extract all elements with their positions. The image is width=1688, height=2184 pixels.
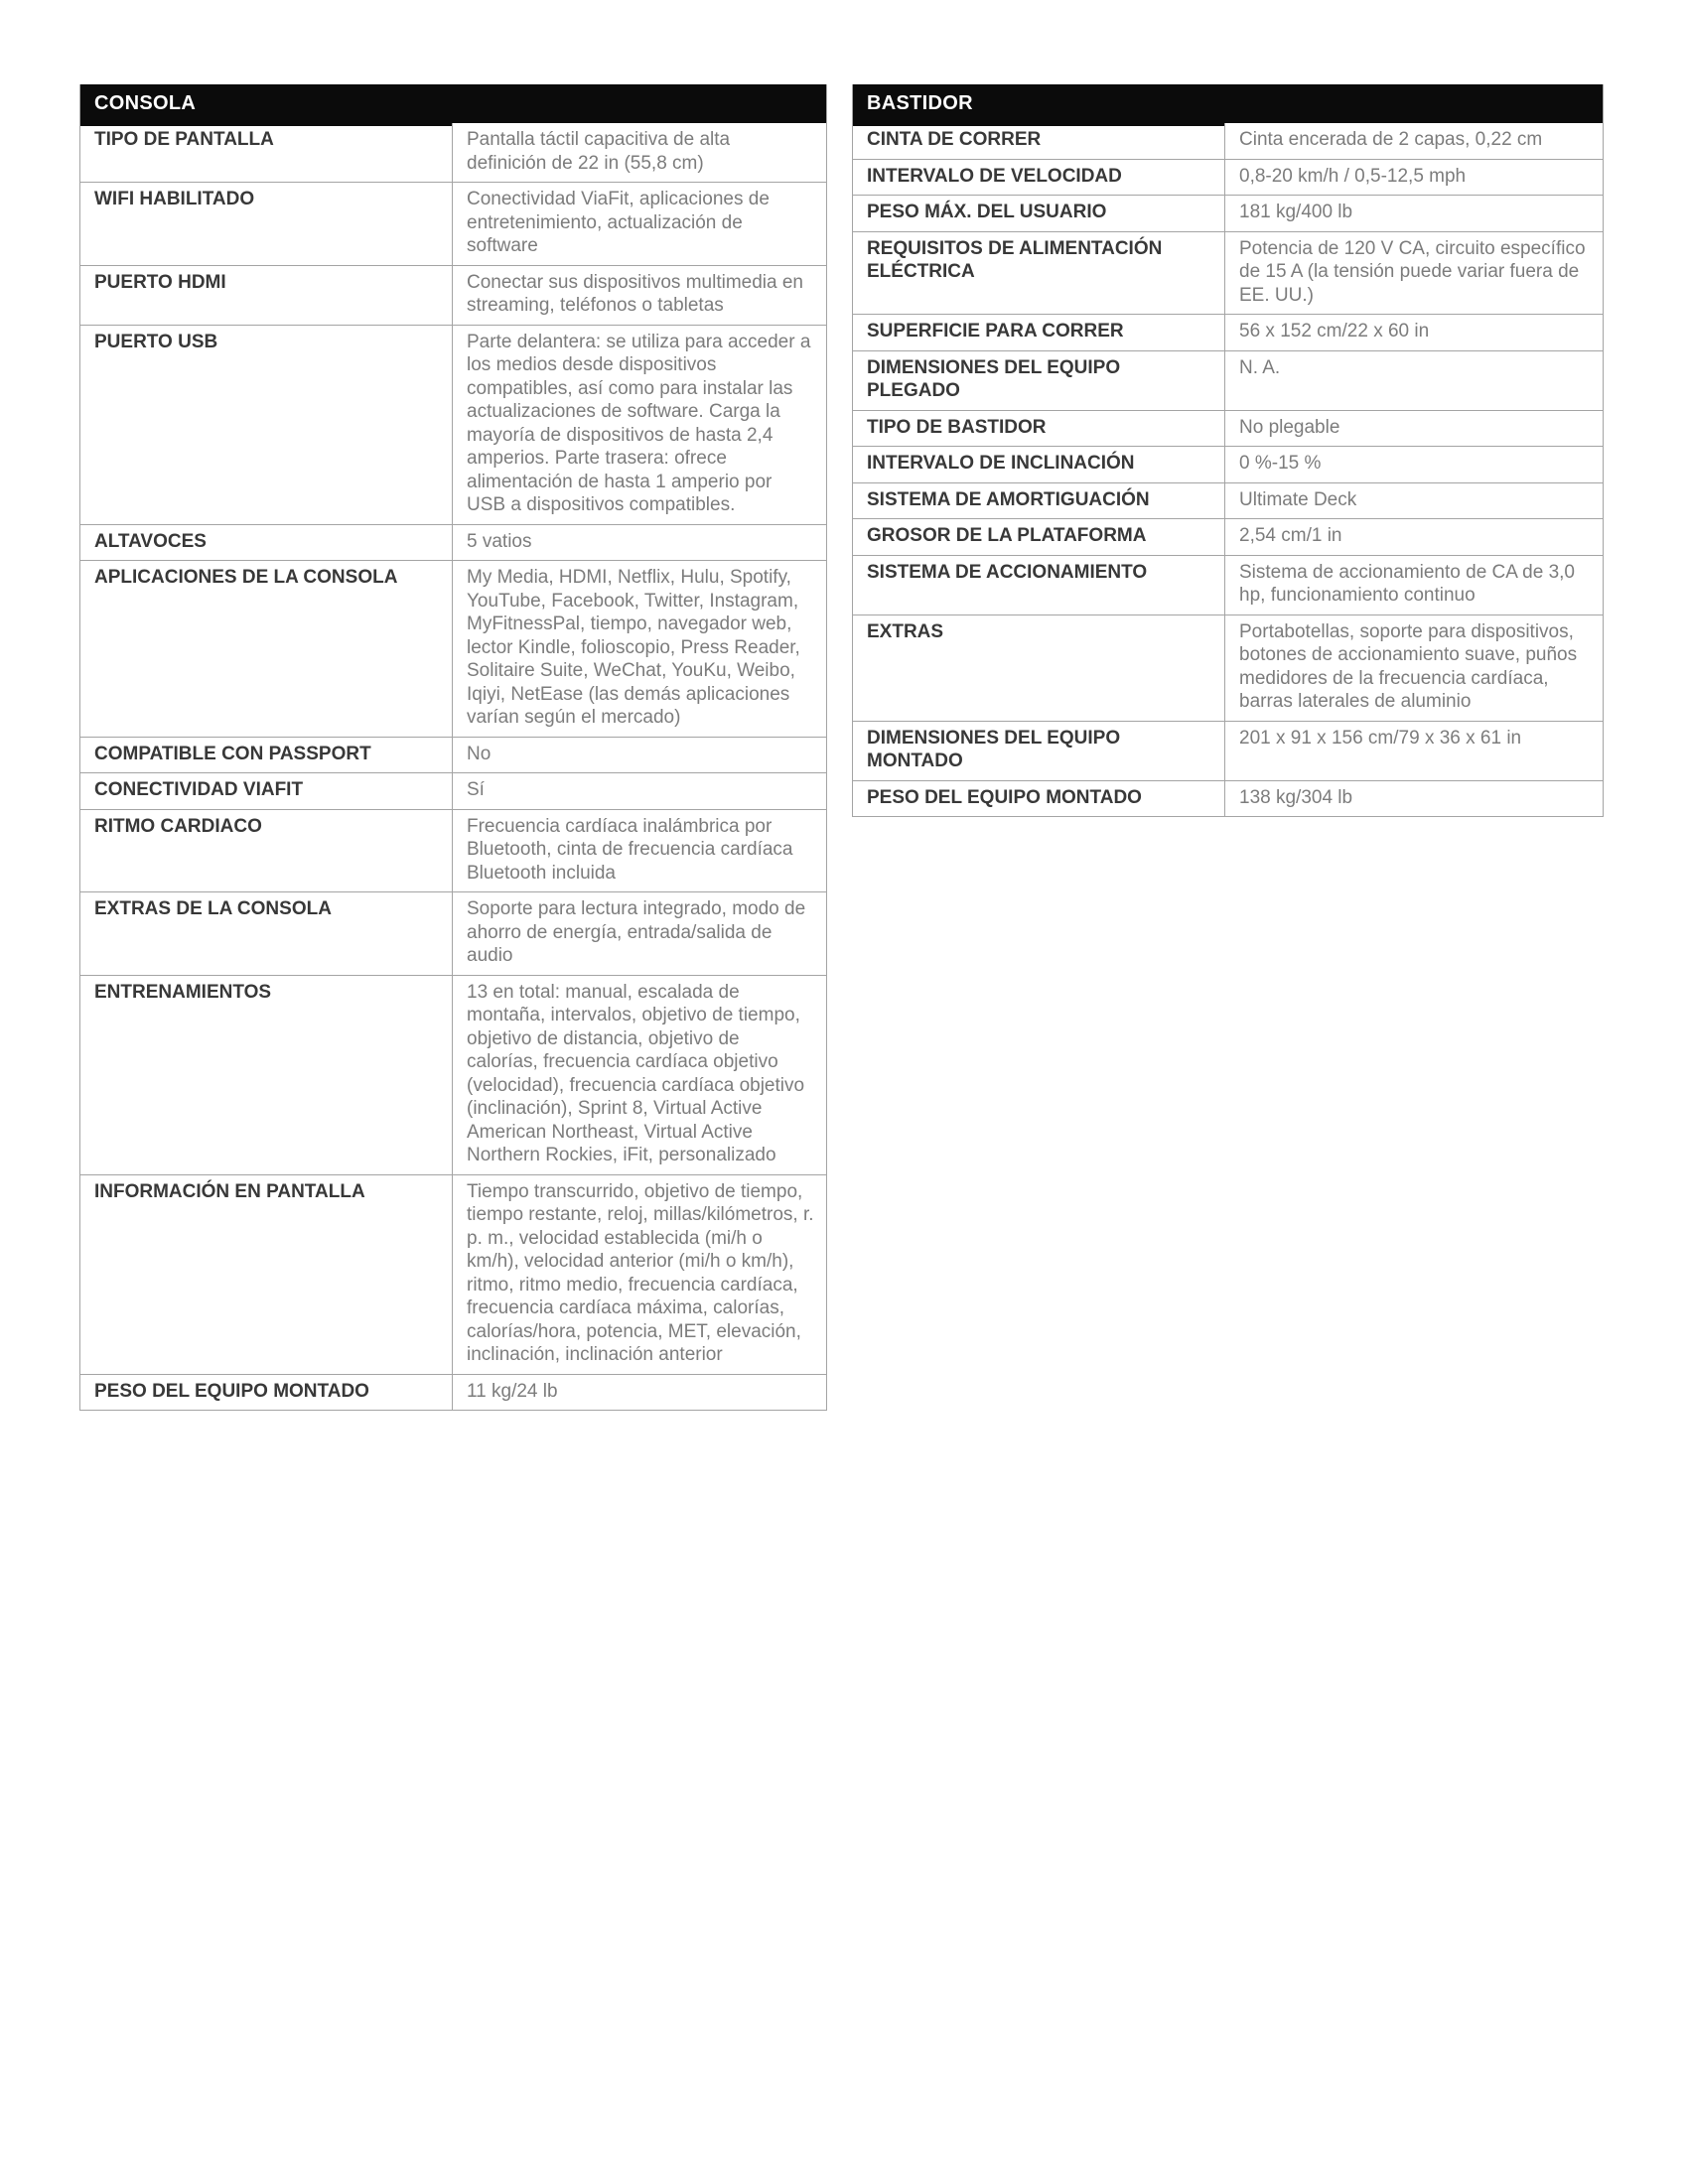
frame-table-header-row	[853, 84, 1604, 123]
spec-label: PESO DEL EQUIPO MONTADO	[80, 1374, 453, 1411]
spec-label: TIPO DE BASTIDOR	[853, 410, 1225, 447]
spec-row	[80, 1374, 827, 1411]
spec-value: 11 kg/24 lb	[453, 1374, 827, 1411]
spec-label: CINTA DE CORRER	[853, 123, 1225, 159]
spec-row	[853, 123, 1604, 159]
spec-value: No	[453, 737, 827, 773]
spec-row	[853, 519, 1604, 556]
spec-value: Portabotellas, soporte para dispositivos, botones de accionamiento suave, puños medidores de la frecuencia cardíaca, barras laterales de aluminio	[1225, 614, 1604, 721]
spec-label: PESO MÁX. DEL USUARIO	[853, 196, 1225, 232]
spec-label: APLICACIONES DE LA CONSOLA	[80, 561, 453, 738]
spec-value: My Media, HDMI, Netflix, Hulu, Spotify, YouTube, Facebook, Twitter, Instagram, MyFitnessPal, tiempo, navegador web, lector Kindle, folioscopio, Press Reader, Solitaire Suite, WeChat, YouKu, Weibo, Iqiyi, NetEase (las demás aplicaciones varían según el mercado)	[453, 561, 827, 738]
spec-row	[80, 975, 827, 1174]
spec-label: WIFI HABILITADO	[80, 183, 453, 266]
spec-label: COMPATIBLE CON PASSPORT	[80, 737, 453, 773]
spec-row	[853, 350, 1604, 410]
spec-label: INTERVALO DE INCLINACIÓN	[853, 447, 1225, 483]
spec-row	[853, 614, 1604, 721]
spec-label: SUPERFICIE PARA CORRER	[853, 315, 1225, 351]
spec-label: REQUISITOS DE ALIMENTACIÓN ELÉCTRICA	[853, 231, 1225, 315]
spec-value: Sí	[453, 773, 827, 810]
spec-label: EXTRAS	[853, 614, 1225, 721]
spec-label: GROSOR DE LA PLATAFORMA	[853, 519, 1225, 556]
spec-label: DIMENSIONES DEL EQUIPO MONTADO	[853, 721, 1225, 780]
spec-value: Frecuencia cardíaca inalámbrica por Bluetooth, cinta de frecuencia cardíaca Bluetooth incluida	[453, 809, 827, 892]
frame-spec-table	[852, 84, 1604, 817]
console-table-title: CONSOLA	[80, 84, 453, 123]
spec-row	[80, 265, 827, 325]
spec-label: RITMO CARDIACO	[80, 809, 453, 892]
spec-value: 138 kg/304 lb	[1225, 780, 1604, 817]
spec-row	[853, 447, 1604, 483]
spec-value: Conectar sus dispositivos multimedia en streaming, teléfonos o tabletas	[453, 265, 827, 325]
spec-value: 56 x 152 cm/22 x 60 in	[1225, 315, 1604, 351]
console-table-header-spacer	[453, 84, 827, 123]
spec-label: DIMENSIONES DEL EQUIPO PLEGADO	[853, 350, 1225, 410]
spec-label: INTERVALO DE VELOCIDAD	[853, 159, 1225, 196]
spec-value: 0,8-20 km/h / 0,5-12,5 mph	[1225, 159, 1604, 196]
spec-row	[80, 123, 827, 183]
spec-row	[80, 773, 827, 810]
spec-label: ENTRENAMIENTOS	[80, 975, 453, 1174]
spec-value: Tiempo transcurrido, objetivo de tiempo, tiempo restante, reloj, millas/kilómetros, r. p. m., velocidad establecida (mi/h o km/h), velocidad anterior (mi/h o km/h), ritmo, ritmo medio, frecuencia cardíaca, frecuencia cardíaca máxima, calorías, calorías/hora, potencia, MET, elevación, inclinación, inclinación anterior	[453, 1174, 827, 1374]
spec-value: Sistema de accionamiento de CA de 3,0 hp, funcionamiento continuo	[1225, 555, 1604, 614]
console-table-body	[80, 123, 827, 1411]
spec-label: TIPO DE PANTALLA	[80, 123, 453, 183]
spec-row	[80, 524, 827, 561]
frame-table-title: BASTIDOR	[853, 84, 1225, 123]
spec-row	[80, 809, 827, 892]
console-table-header-row	[80, 84, 827, 123]
spec-value: Potencia de 120 V CA, circuito específico de 15 A (la tensión puede variar fuera de EE. UU.)	[1225, 231, 1604, 315]
spec-value: Soporte para lectura integrado, modo de ahorro de energía, entrada/salida de audio	[453, 892, 827, 976]
spec-label: ALTAVOCES	[80, 524, 453, 561]
spec-row	[853, 410, 1604, 447]
spec-value: Cinta encerada de 2 capas, 0,22 cm	[1239, 129, 1543, 150]
spec-row	[80, 561, 827, 738]
spec-label: PESO DEL EQUIPO MONTADO	[853, 780, 1225, 817]
spec-value: 5 vatios	[453, 524, 827, 561]
frame-table-body	[853, 123, 1604, 817]
spec-label: SISTEMA DE ACCIONAMIENTO	[853, 555, 1225, 614]
spec-value: No plegable	[1225, 410, 1604, 447]
spec-value: 0 %-15 %	[1225, 447, 1604, 483]
spec-label: SISTEMA DE AMORTIGUACIÓN	[853, 482, 1225, 519]
spec-value: Conectividad ViaFit, aplicaciones de entretenimiento, actualización de software	[453, 183, 827, 266]
spec-value: 201 x 91 x 156 cm/79 x 36 x 61 in	[1225, 721, 1604, 780]
spec-label: PUERTO USB	[80, 325, 453, 524]
console-spec-table	[79, 84, 827, 1411]
spec-row	[80, 325, 827, 524]
spec-row	[80, 183, 827, 266]
spec-row	[853, 315, 1604, 351]
spec-row	[853, 159, 1604, 196]
spec-row	[80, 892, 827, 976]
spec-row	[853, 196, 1604, 232]
spec-row	[853, 231, 1604, 315]
spec-value: 2,54 cm/1 in	[1225, 519, 1604, 556]
spec-row	[80, 737, 827, 773]
spec-row	[80, 1174, 827, 1374]
frame-table-header-spacer	[1225, 84, 1604, 123]
spec-row	[853, 482, 1604, 519]
spec-label: INFORMACIÓN EN PANTALLA	[80, 1174, 453, 1374]
spec-row	[853, 721, 1604, 780]
spec-label: CONECTIVIDAD VIAFIT	[80, 773, 453, 810]
spec-value: 13 en total: manual, escalada de montaña, intervalos, objetivo de tiempo, objetivo de distancia, objetivo de calorías, frecuencia cardíaca objetivo (velocidad), frecuencia cardíaca objetivo (inclinación), Sprint 8, Virtual Active American Northeast, Virtual Active Northern Rockies, iFit, personalizado	[453, 975, 827, 1174]
spec-row	[853, 780, 1604, 817]
spec-value: Parte delantera: se utiliza para acceder a los medios desde dispositivos compatibles, así como para instalar las actualizaciones de software. Carga la mayoría de dispositivos de hasta 2,4 amperios. Parte trasera: ofrece alimentación de hasta 1 amperio por USB a dispositivos compatibles.	[453, 325, 827, 524]
spec-value: 181 kg/400 lb	[1225, 196, 1604, 232]
spec-value: Ultimate Deck	[1225, 482, 1604, 519]
spec-label: EXTRAS DE LA CONSOLA	[80, 892, 453, 976]
spec-value: N. A.	[1225, 350, 1604, 410]
spec-row	[853, 555, 1604, 614]
spec-label: PUERTO HDMI	[80, 265, 453, 325]
spec-value: Pantalla táctil capacitiva de alta definición de 22 in (55,8 cm)	[467, 129, 731, 174]
